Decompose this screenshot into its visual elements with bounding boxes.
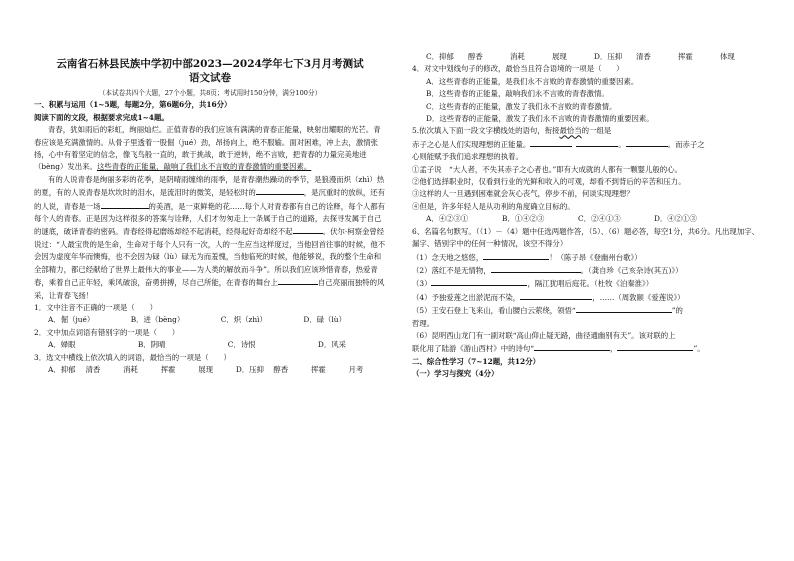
question-1-options [34, 314, 386, 326]
question-2-stem: 2．文中加点词语有错别字的一项是（ ） [34, 327, 180, 337]
q2-option-b: B．阴晴 [137, 340, 166, 350]
q2-option-d: D．风采 [317, 340, 346, 350]
q6-l6-end: ”。 [693, 344, 705, 354]
blank-4 [278, 276, 318, 285]
q3-word: D．压抑 [594, 52, 623, 61]
q6-line-4 [412, 291, 764, 304]
passage-p2-text-c: 的美酒，是一束鲜艳的花……每个人对青春都有自己的诠释，每个人都有每个人的青春。正是因为这样很多的答案与诠释，人们才勿匆走上一条属于自己的道路，去探寻发属于自己的谜底，破译青春的密码。青春经得起磨练却经不起消耗，经得起好奇却经不起 [34, 201, 386, 237]
q6-line-3 [412, 277, 764, 290]
q3-word: 挥霍 [678, 52, 693, 61]
exam-title: 云南省石林县民族中学初中部2023—2024学年七下3月月考测试 [56, 58, 364, 70]
q6-l3-num: （3） [412, 279, 432, 289]
q3-word: D．压抑 [235, 364, 264, 374]
q5-item-4: ④但是，许多年轻人是从功利的角度确立目标的。 [412, 201, 575, 211]
q3-word: 挥霍 [310, 364, 326, 374]
passage-paragraph-1 [34, 124, 386, 174]
q4-option-c: C．这些青春的正能量，激发了我们永不言败的青春激情。 [426, 101, 617, 111]
passage-p2-text-a: 有的人说青春是绚丽多彩的花季，是阴晴雨缠绵的雨季，是青春潮热躁动的季节，是狼漫而炽（zhì）热的夏，有的人说青春是坎坎时的泪水，是流泪时的微笑，是轻松时的 [34, 174, 385, 198]
q3-word: 醇香 [273, 364, 289, 374]
q3-word: 挥霍 [160, 364, 176, 374]
section1-heading: 一、积累与运用（1~5题，每题2分，第6题6分，共16分） [34, 100, 232, 110]
q6-blank [534, 342, 610, 351]
q1-option-a: A．倔（jué） [48, 315, 95, 325]
right-column [412, 0, 764, 381]
q6-blank [431, 277, 527, 286]
passage-underlined-sentence: 这些青春的正能量，敲响了我们永不言败的青春激情的重要因素。 [96, 162, 312, 172]
q5-passage-line [412, 138, 764, 151]
q5-stem-text-end: 的一组是 [581, 126, 612, 136]
q5-option-b: B．①④②③ [502, 214, 545, 224]
q6-l3-source: ，隔江犹唱后庭花。（杜牧《泊秦淮》） [527, 279, 654, 289]
q5-stem-emphasis: 最恰当 [559, 126, 582, 136]
q6-blank [520, 291, 592, 300]
q3-option-row-a [34, 364, 386, 376]
passage-p2-text-d: 。伏尔·柯察金曾经说过：“人最宝贵的是生命，生命对于每个人只有一次，人的一生应当这样度过，当他回首往事的时候，他不会因为虚度年华而懊悔，也不会因为碌（lù）碌无为而羞愧，当他临死的时候，他能够说，我的整个生命和全部精力，都已经献给了世界上最伟大的事业——为人类的解放而斗争”。所以我们应该珍惜青春，热爱青春，乘着自己正年轻，乘风破浪，奋勇拼搏，尽自己所能，在青春的舞台上 [34, 227, 386, 288]
q5-option-c: C．②④①③ [578, 214, 621, 224]
q3-word: 展现 [552, 52, 567, 61]
q6-l5-text: （5）王安石登上飞来山，看山腰白云萦绕，领悟“ [412, 306, 576, 316]
q6-blank [617, 342, 693, 351]
q5-blank [530, 138, 572, 147]
q4-option-b: B．这些青春的正能量，敲响我们永不言败的青春激情。 [426, 89, 609, 99]
section1-instruction: 阅读下面的文段，根据要求完成1~4题。 [34, 112, 169, 122]
q5-passage-text: 赤子之心是人们实现理想的正能量。 [412, 139, 531, 149]
q5-blank [626, 138, 668, 147]
q4-option-a: A．这些青春的正能量，是我们永不言败的青春激情的重要因素。 [426, 76, 639, 86]
left-column [34, 0, 386, 376]
q3-word: 月考 [348, 364, 364, 374]
q3-word: 醇香 [468, 52, 483, 61]
question-3-stem: 3．选文中横线上依次填入的词语，最恰当的一项是（ ） [34, 352, 231, 362]
q2-option-a: A．婦眼 [48, 340, 76, 350]
q1-option-d: D．碌（lù） [303, 315, 346, 325]
exam-note: （本试卷共四个大题，27个小题，共8页；考试用时150分钟，满分100分） [98, 89, 322, 97]
question-1-stem: 1．文中注音不正确的一项是（ ） [34, 302, 157, 312]
q5-blank [576, 138, 618, 147]
q6-l6-text: 联化用了陆游《游山西村》中的诗句“ [412, 344, 535, 354]
q5-item-1: ①孟子说 “大人者，不失其赤子之心者也。”即有大成就的人都有一颗婴儿般的心。 [412, 164, 682, 174]
question-4-stem: 4．对文中划线句子的修改，最恰当且符合语境的一项是（ ） [412, 64, 624, 74]
q3-word: 清香 [85, 364, 101, 374]
q6-line-6b [412, 342, 764, 355]
q5-item-2: ②他们选择职业时，仅看到行业的光鲜和收入的可观，却看不到背后的辛苦和压力。 [412, 177, 686, 187]
question-5-stem [412, 125, 764, 137]
q3-word: 展现 [198, 364, 214, 374]
q5-passage-punct: 。 [618, 139, 626, 149]
q3-option-row-c [412, 51, 764, 63]
passage-paragraph-2 [34, 174, 386, 302]
q6-l1-text: （1）念天地之悠悠， [412, 252, 484, 262]
q3-word: C．抑郁 [426, 52, 454, 61]
question-2-options [34, 339, 386, 351]
q5-passage-line-2: 心则能赋予我们追求理想的执着。 [412, 152, 523, 162]
q3-word: 体现 [720, 52, 735, 61]
q6-blank [483, 251, 549, 260]
exam-subtitle: 语文试卷 [189, 72, 231, 84]
q6-line-5b: 哲理。 [412, 318, 435, 328]
q2-option-c: C．诗恨 [227, 340, 256, 350]
q6-line-5 [412, 304, 764, 317]
q6-l2-text: （2）落红不是无情物， [412, 265, 491, 275]
section2-subheading: （一）学习与探究（4分） [412, 369, 499, 379]
q6-l6-comma: ， [610, 344, 618, 354]
blank-3 [293, 225, 323, 234]
q6-blank [576, 304, 672, 313]
q5-stem-text: 5.依次填入下面一段文字横线处的语句，衔接 [412, 126, 560, 136]
q6-l4-source: ，……（周敦颐《爱莲说》） [592, 292, 685, 302]
section2-heading: 二、综合性学习（7~12题，共12分） [412, 356, 540, 366]
q5-item-3: ③这样的人一旦遇到困难就会灰心丧气，停步不前，何谈实现理想？ [412, 189, 634, 199]
q6-line-1 [412, 251, 764, 264]
q1-option-c: C．炽（zhì） [220, 315, 267, 325]
question-6-stem: 6、名篇名句默写。（（1）－（4）题中任选两题作答，（5）、（6）题必答，每空1分，共6分。凡出现加字、漏字、错别字中的任何一种情况，该空不得分） [412, 226, 759, 249]
blank-1 [256, 186, 304, 195]
passage-p2-text-b: ，是沉重时的放纵，还有的人说，青春是一场 [34, 188, 386, 211]
q6-line-2 [412, 264, 764, 277]
q3-word: A．抑郁 [48, 364, 76, 374]
q5-option-a: A．④②③① [426, 214, 469, 224]
blank-2 [101, 200, 149, 209]
q6-l2-source: 。（龚自珍《己亥杂诗(其五)》） [580, 265, 683, 275]
q4-option-d: D．这些青春的正能量，激发了我们永不言败的青春激情的重要因素。 [426, 114, 654, 124]
question-5-options [412, 213, 764, 225]
q6-line-6: （6）昆明西山龙门有一副对联“高山仰止疑无路，曲径通幽别有天”。该对联的上 [412, 330, 676, 340]
passage-p2-text-e: 自己亮丽而独特的风采，让青春飞扬！ [34, 278, 385, 300]
passage-p1-text: 青春，犹如雨后的彩虹，绚丽灿烂。正值青春的我们应该有满满的青春正能量，映射出耀眼的光芒。青春应该是充满激情的。从骨子里透着一股倔（jué）劲，昂扬向上，绝不服输。面对困难，冲上去，激情张扬，心中有着坚定的信念，像飞鸟般一直的，敢于挑战，敢于逆转，绝不言败，把青春的力量完美地迸（bèng）发出来。 [34, 125, 381, 172]
q1-option-b: B．迸（bèng） [130, 315, 185, 325]
q6-l1-source: ！（陈子昂《登幽州台歌》） [549, 252, 642, 262]
q5-option-d: D．④②①③ [654, 214, 697, 224]
q6-l5-text-b: ”的 [671, 306, 683, 316]
q5-passage-text-b: 。而赤子之 [667, 139, 705, 149]
q3-word: 清香 [636, 52, 651, 61]
q3-word: 消耗 [123, 364, 138, 374]
q3-word: 消耗 [510, 52, 525, 61]
q6-blank [491, 264, 581, 273]
q6-l4-text: （4）予独爱莲之出淤泥而不染， [412, 292, 521, 302]
